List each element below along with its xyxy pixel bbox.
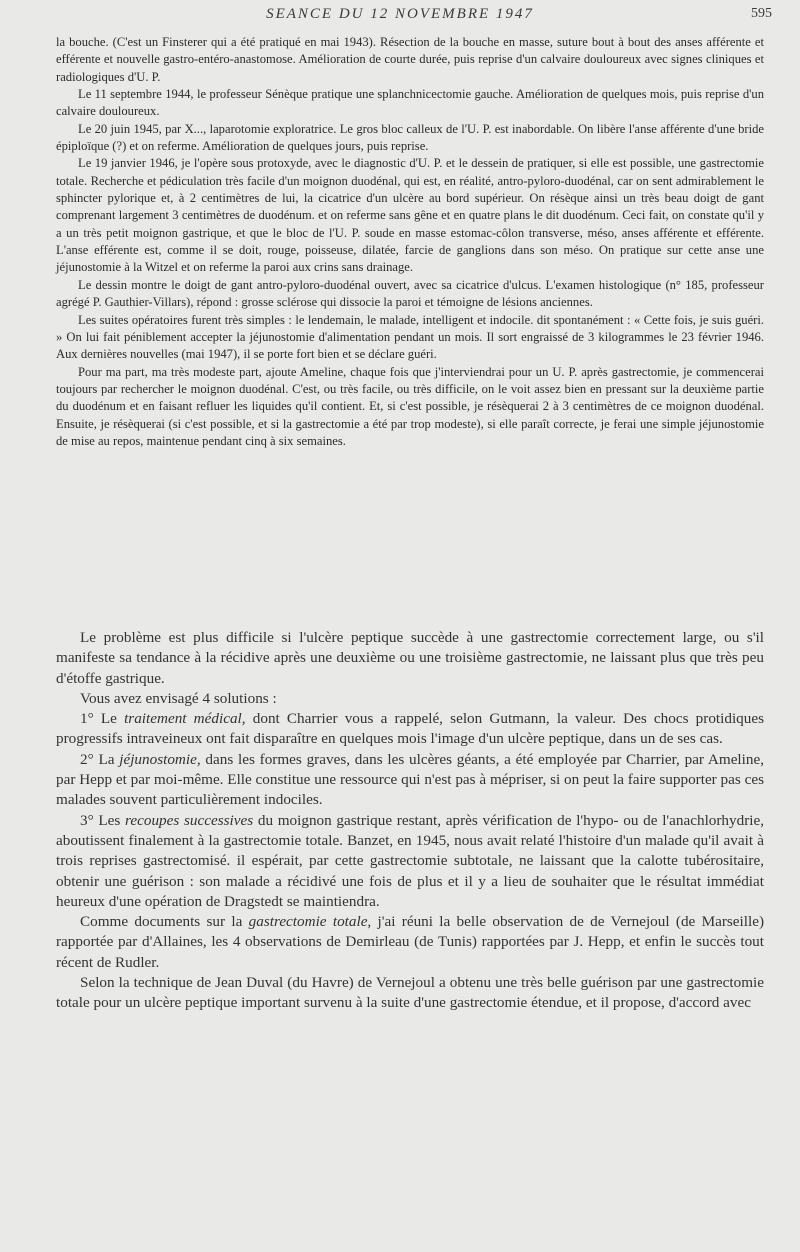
solution-item-3 [56,811,764,912]
case-paragraph: Le 20 juin 1945, par X..., laparotomie exploratrice. Le gros bloc calleux de l'U. P. est inabordable. On libère l'anse afférente d'une bride épiploïque (?) et on referme. Amélioration de quelques jours, puis reprise. [56,121,764,154]
case-paragraph: Le 11 septembre 1944, le professeur Sénèque pratique une splanchnicectomie gauche. Amélioration de quelques mois, puis reprise d'un calvaire douloureux. [56,87,764,119]
case-paragraph: Le 19 janvier 1946, je l'opère sous protoxyde, avec le diagnostic d'U. P. et le dessein de pratiquer, si elle est possible, une gastrectomie totale. Recherche et pédiculation très facile d'un moignon duodénal, qui est, en réalité, antro-pyloro-duodénal, car on sent admirablement le sphincter pylorique et, à 2 centimètres de lui, la cicatrice d'un ulcère au bord supérieur. On résèque ainsi un très beau doigt de gant comprenant largement 3 centimètres de duodénum. et on referme sans gêne et en quatre plans le dit duodénum. Ceci fait, on constate qu'il y a un très petit moignon gastrique, et que le bloc de l'U. P. soude en masse estomac-côlon transverse, méso, anses afférente et efférente. L'anse efférente est, comme il se doit, rouge, poisseuse, dilatée, farcie de ganglions dans son méso. On pratique sur cette anse une jéjunostomie à la Witzel et on referme la paroi aux crins sans drainage. [56,156,764,275]
item-number: 2° [80,750,94,768]
solutions-lead: Vous avez envisagé 4 solutions : [80,689,277,707]
solution-item-2 [56,750,764,811]
item-prefix: Le [100,710,117,728]
item-text: dans les formes graves, dans les ulcères géants, a été employée par Charrier, par Ameline, par Hepp et par moi-même. Elle constitue une ressource qui n'est pas à mépriser, si on peut la faire supporter pas ces malades souvent particulièrement indociles. [56,750,765,809]
running-head [0,6,800,32]
documents-prefix: Comme documents sur la [80,913,243,931]
item-text: du moignon gastrique restant, après vérification de l'hypo- ou de l'anachlorhydrie, aboutissent finalement à la gastrectomie totale. Banzet, en 1945, nous avait relaté l'histoire d'un malade qu'il avait à trois reprises gastrectomisé. il espérait, par cette gastrectomie subtotale, ne laissant que la calotte tubérositaire, obtenir une guérison : son malade a récidivé une fois de plus et il y a lieu de souhaiter que le résultat immédiat heureux d'une opération de Dragstedt se maintiendra. [56,811,765,910]
case-report-section [56,34,764,450]
page-number: 595 [751,6,772,21]
case-paragraph: la bouche. (C'est un Finsterer qui a été pratiqué en mai 1943). Résection de la bouche en masse, suture bout à bout des anses afférente et efférente et nouvelle gastro-entéro-anastomose. Amélioration de courte durée, puis reprise d'un calvaire douloureux avec signes cliniques et radiologiques d'U. P. [56,35,764,84]
case-paragraph: Pour ma part, ma très modeste part, ajoute Ameline, chaque fois que j'interviendrai pour un U. P. après gastrectomie, je commencerai toujours par rechercher le moignon duodénal. C'est, ou très facile, ou très difficile, on le voit assez bien en pressant sur la deuxième partie du duodénum et en faisant refluer les liquides qu'il contient. Et, si c'est possible, je résèquerai 2 à 3 centimètres de ce moignon duodénal. Ensuite, je résèquerai (si c'est possible, et si la gastrectomie a été par trop modeste), si elle paraît correcte, je ferai une simple jéjunostomie de mise au repos, maintenue pendant cinq à six semaines. [56,364,764,448]
documents-paragraph [56,912,764,973]
intro-paragraph: Le problème est plus difficile si l'ulcère peptique succède à une gastrectomie correctement large, ou s'il manifeste sa tendance à la récidive après une deuxième ou une troisième gastrectomie, ne laissant plus que très peu d'étoffe gastrique. [56,629,764,687]
item-title: jéjunostomie, [119,750,201,768]
last-paragraph: Selon la technique de Jean Duval (du Havre) de Vernejoul a obtenu une très belle guérison par une gastrectomie totale pour un ulcère peptique important survenu à la suite d'une gastrectomie étendue, et il propose, d'accord avec [56,974,764,1012]
item-title: traitement médical, [124,710,246,728]
item-prefix: La [98,750,115,768]
item-number: 1° [80,710,94,728]
item-number: 3° [80,811,94,829]
discussion-section [56,628,764,1014]
documents-title: gastrectomie totale, [248,913,372,931]
solution-item-1 [56,709,764,750]
item-title: recoupes successives [125,811,254,829]
item-prefix: Les [98,811,121,829]
item-text: dont Charrier vous a rappelé, selon Gutmann, la valeur. Des chocs protidiques progressifs intraveineux ont fait disparaître en quelques mois l'image d'un ulcère peptique, dans un de ses cas. [56,710,765,748]
case-paragraph: Les suites opératoires furent très simples : le lendemain, le malade, intelligent et indocile. dit spontanément : « Cette fois, je suis guéri. » On lui fait péniblement accepter la jéjunostomie d'alimentation pendant un mois. Il sort engraissé de 3 kilogrammes le 23 février 1946. Aux dernières nouvelles (mai 1947), il se porte fort bien et se déclare guéri. [56,312,764,362]
running-title: SEANCE DU 12 NOVEMBRE 1947 [266,6,534,22]
case-paragraph: Le dessin montre le doigt de gant antro-pyloro-duodénal ouvert, avec sa cicatrice d'ulcus. L'examen histologique (n° 185, professeur agrégé P. Gauthier-Villars), répond : grosse sclérose qui dissocie la paroi et témoigne de lésions anciennes. [56,277,764,310]
documents-text: j'ai réuni la belle observation de de Vernejoul (de Marseille) rapportée par d'Allaines, les 4 observations de Demirleau (de Tunis) rapportées par J. Hepp, et enfin le succès tout récent de Rudler. [56,913,764,971]
